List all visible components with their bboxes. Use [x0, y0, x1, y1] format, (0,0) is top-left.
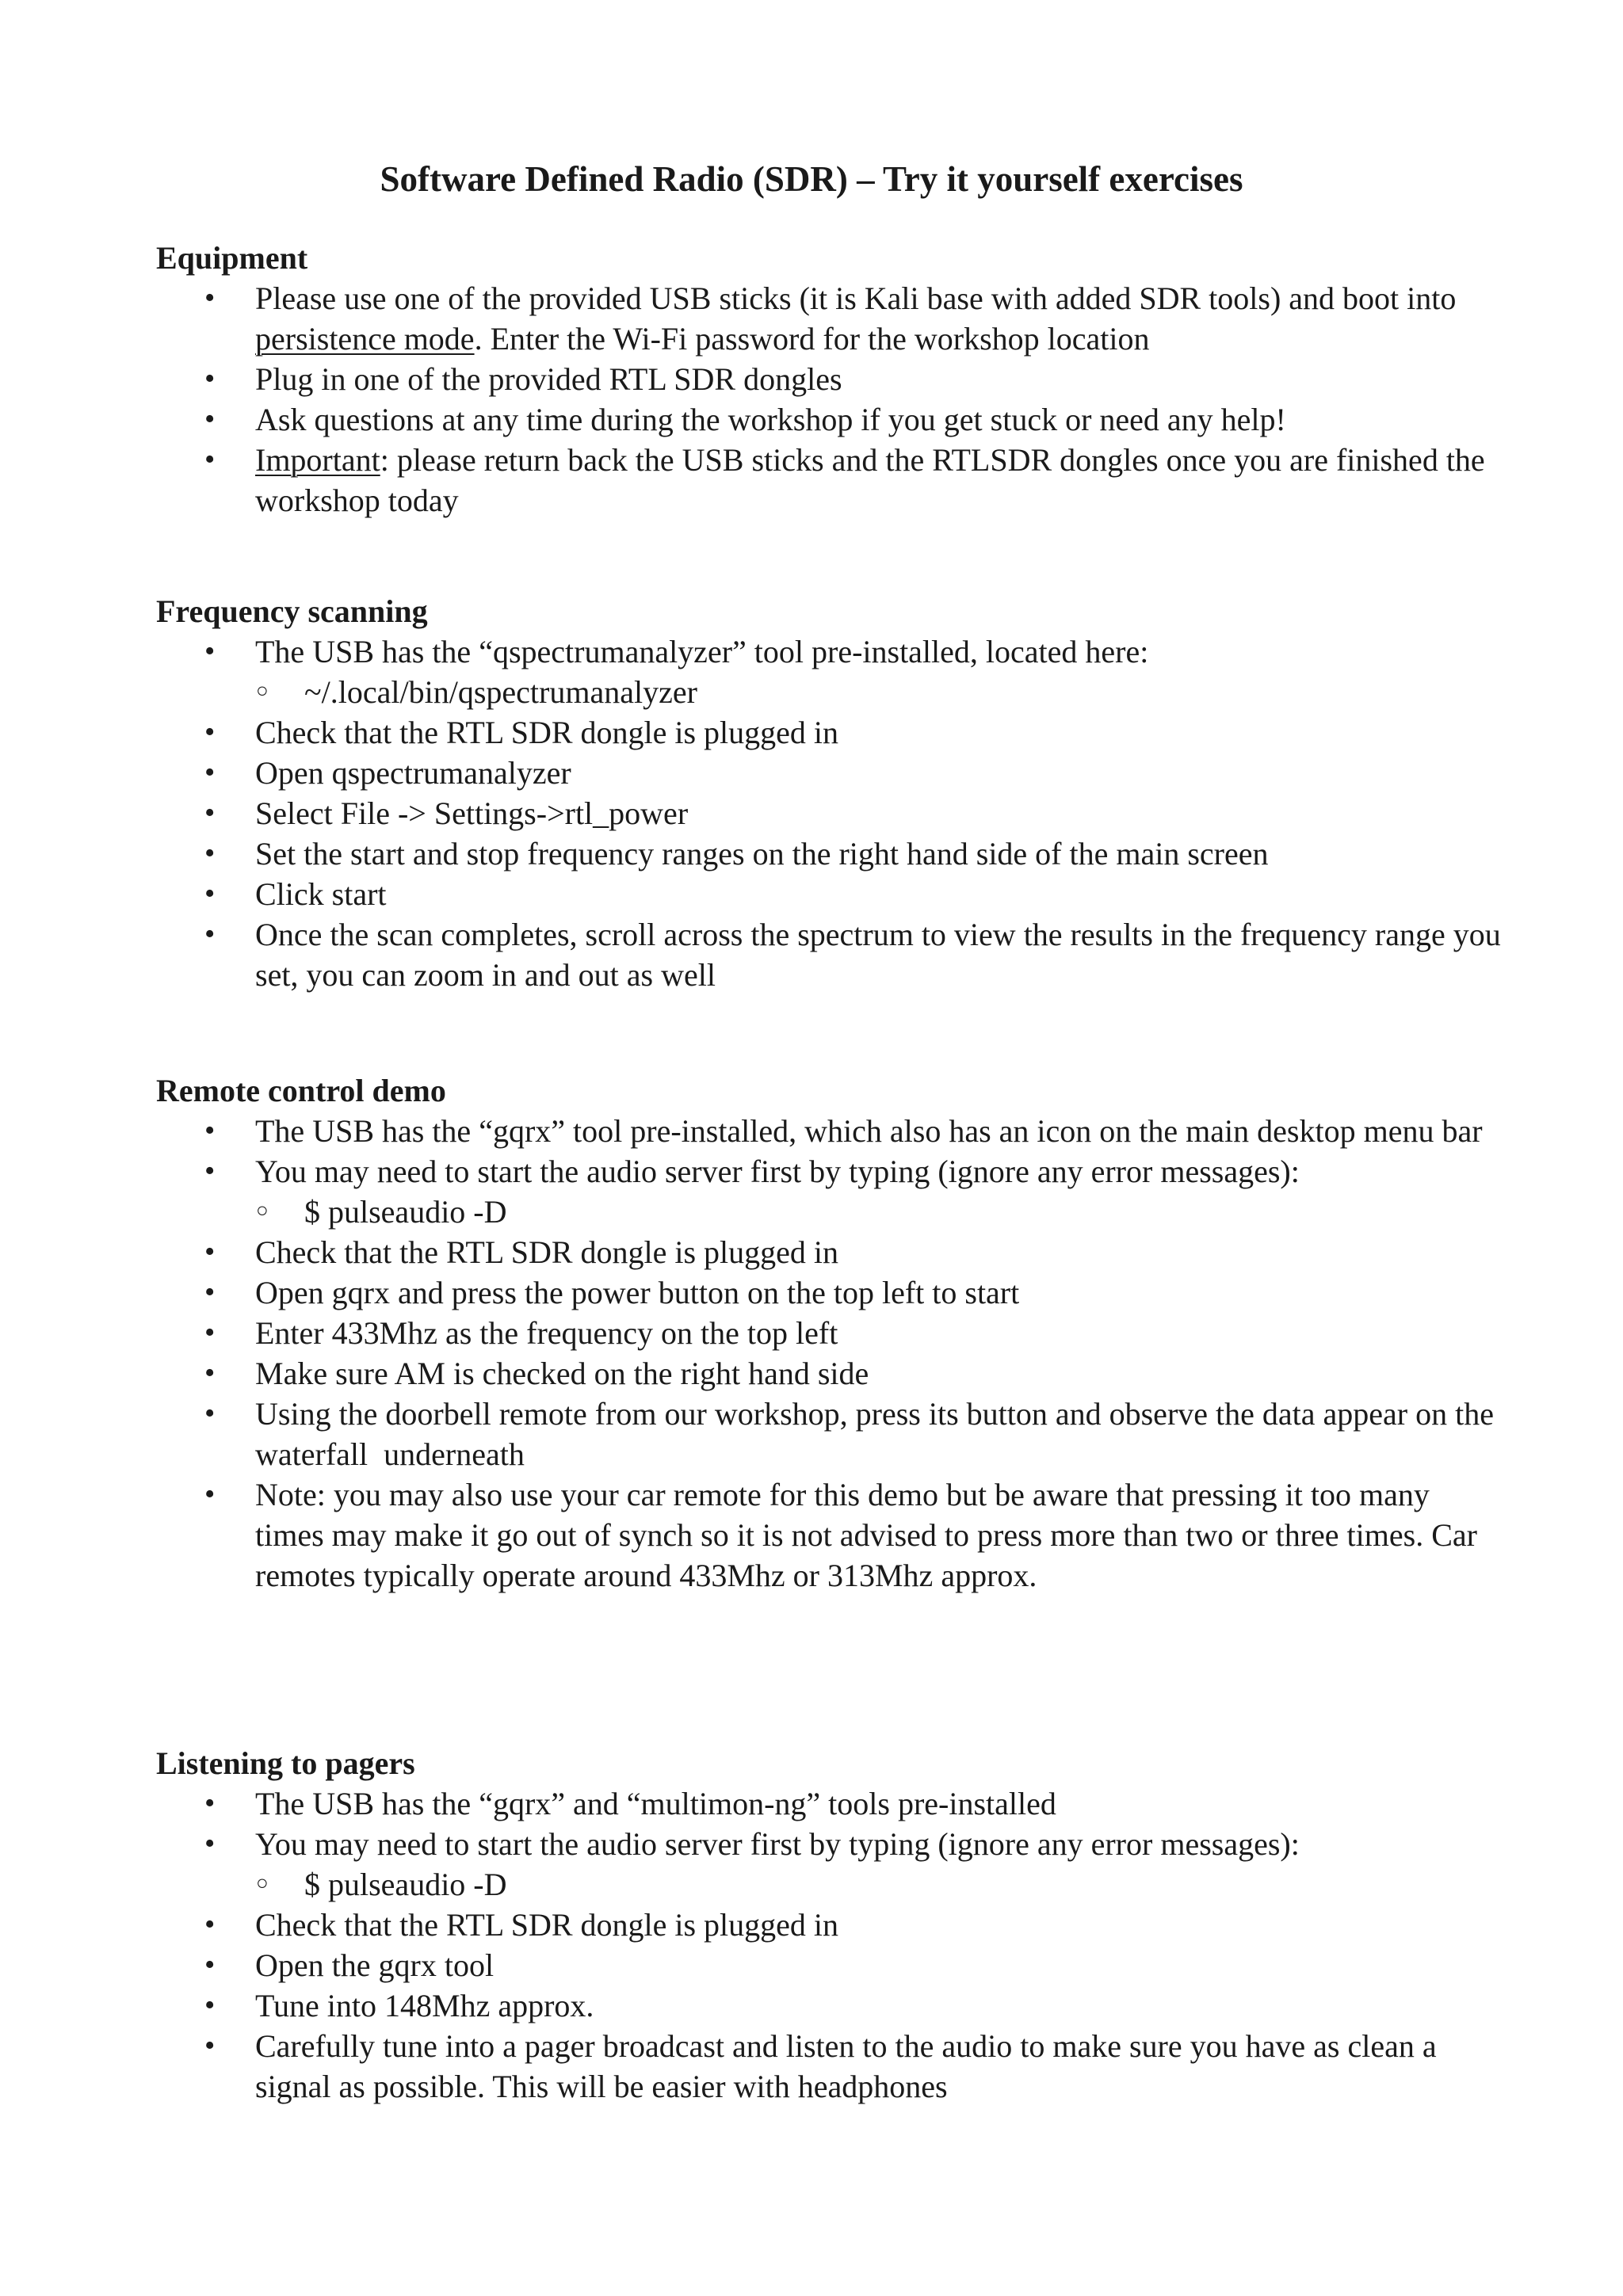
list-item: • You may need to start the audio server first by typing (ignore any error messages): ○ $ pulseaudio -D [156, 1824, 1503, 1905]
sub-list-item: ○ $ pulseaudio -D [255, 1192, 1503, 1232]
list-item: • Ask questions at any time during the workshop if you get stuck or need any help! [156, 399, 1503, 440]
list-item: • The USB has the “gqrx” tool pre-installed, which also has an icon on the main desktop menu bar [156, 1111, 1503, 1151]
list-item: • Enter 433Mhz as the frequency on the top left [156, 1313, 1503, 1353]
list-item: • Using the doorbell remote from our workshop, press its button and observe the data appear on the waterfall underneath [156, 1394, 1503, 1474]
section-frequency-scanning [156, 591, 1503, 995]
section-heading-remote: Remote control demo [156, 1073, 446, 1108]
persistence-mode-link: persistence mode [255, 321, 475, 357]
remote-list [156, 1111, 1503, 1596]
sub-list [255, 1192, 1503, 1232]
document-title: Software Defined Radio (SDR) – Try it yourself exercises [380, 159, 1243, 199]
list-item: • Click start [156, 874, 1503, 914]
list-item: • Please use one of the provided USB sticks (it is Kali base with added SDR tools) and boot into persistence mode. Enter the Wi-Fi password for the workshop location [156, 278, 1503, 359]
equipment-list [156, 278, 1503, 521]
sub-list-item: ○ ~/.local/bin/qspectrumanalyzer [255, 672, 1503, 712]
section-listening-to-pagers [156, 1743, 1503, 2107]
sub-list [255, 1864, 1503, 1905]
section-heading-equipment: Equipment [156, 240, 308, 276]
list-item: • Check that the RTL SDR dongle is plugged in [156, 1232, 1503, 1272]
sub-list [255, 672, 1503, 712]
list-item: • Check that the RTL SDR dongle is plugged in [156, 712, 1503, 753]
list-item: • Important: please return back the USB sticks and the RTLSDR dongles once you are finished the workshop today [156, 440, 1503, 521]
list-item: • Check that the RTL SDR dongle is plugged in [156, 1905, 1503, 1945]
list-item: • Note: you may also use your car remote for this demo but be aware that pressing it too many times may make it go out of synch so it is not advised to press more than two or three times. Car remotes typically operate around 433Mhz or 313Mhz approx. [156, 1474, 1503, 1596]
list-item: • Make sure AM is checked on the right hand side [156, 1353, 1503, 1394]
list-item: • Once the scan completes, scroll across the spectrum to view the results in the frequency range you set, you can zoom in and out as well [156, 914, 1503, 995]
list-item: • The USB has the “qspectrumanalyzer” tool pre-installed, located here: ○ ~/.local/bin/qspectrumanalyzer [156, 631, 1503, 712]
list-item: • Select File -> Settings->rtl_power [156, 793, 1503, 833]
list-item: • Plug in one of the provided RTL SDR dongles [156, 359, 1503, 399]
section-heading-pagers: Listening to pagers [156, 1745, 415, 1781]
section-remote-control-demo [156, 1070, 1503, 1596]
frequency-list [156, 631, 1503, 995]
list-item: • Set the start and stop frequency ranges on the right hand side of the main screen [156, 833, 1503, 874]
list-item: • Carefully tune into a pager broadcast and listen to the audio to make sure you have as clean a signal as possible. This will be easier with headphones [156, 2026, 1503, 2107]
section-equipment [156, 238, 1503, 521]
section-heading-frequency: Frequency scanning [156, 593, 428, 629]
important-label: Important [255, 442, 380, 478]
pagers-list [156, 1783, 1503, 2107]
list-item: • You may need to start the audio server first by typing (ignore any error messages): ○ $ pulseaudio -D [156, 1151, 1503, 1232]
list-item: • Open the gqrx tool [156, 1945, 1503, 1985]
list-item: • Open gqrx and press the power button on the top left to start [156, 1272, 1503, 1313]
sub-list-item: ○ $ pulseaudio -D [255, 1864, 1503, 1905]
list-item: • Tune into 148Mhz approx. [156, 1985, 1503, 2026]
list-item: • The USB has the “gqrx” and “multimon-ng” tools pre-installed [156, 1783, 1503, 1824]
list-item: • Open qspectrumanalyzer [156, 753, 1503, 793]
